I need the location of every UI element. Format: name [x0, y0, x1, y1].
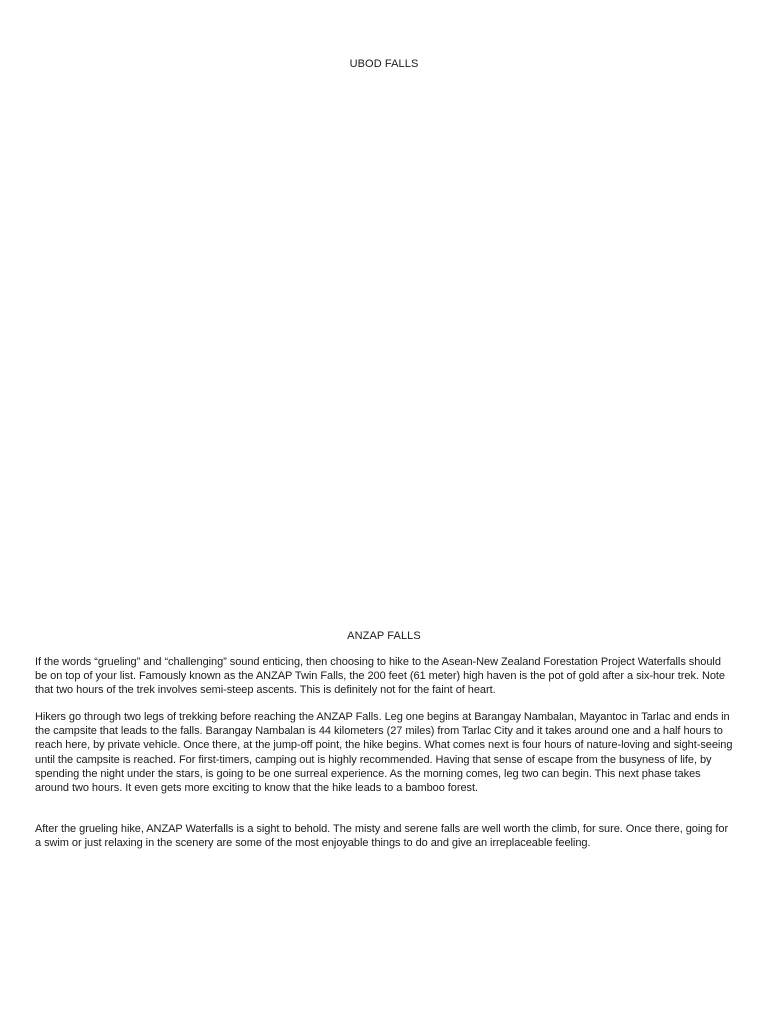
paragraph-conclusion: After the grueling hike, ANZAP Waterfalls is a sight to behold. The misty and serene falls are well worth the climb, for sure. Once there, going for a swim or just relaxing in the scenery are some of the most enjoyable things to do and give an irreplaceable feeling. — [35, 823, 729, 850]
anzap-falls-heading: ANZAP FALLS — [347, 630, 421, 642]
ubod-falls-heading: UBOD FALLS — [349, 58, 419, 70]
blank-image-area — [35, 82, 733, 617]
paragraph-intro: If the words “grueling” and “challenging” sound enticing, then choosing to hike to the Asean-New Zealand Forestation Project Waterfalls should be on top of your list. Famously known as the ANZAP Twin Falls, the 200 feet (61 meter) high haven is the pot of gold after a six-hour trek. Note that two hours of the trek involves semi-steep ascents. This is definitely not for the faint of heart. — [35, 656, 725, 697]
paragraph-trek-legs: Hikers go through two legs of trekking before reaching the ANZAP Falls. Leg one begins at Barangay Nambalan, Mayantoc in Tarlac and ends in the campsite that leads to the falls. Barangay Nambalan is 44 kilometers (27 miles) from Tarlac City and it takes around one and a half hours to reach here, by private vehicle. Once there, at the jump-off point, the hike begins. What comes next is four hours of nature-loving and sight-seeing until the campsite is reached. For first-timers, camping out is highly recommended. Having that sense of escape from the busyness of life, by spending the night under the stars, is going to be one surreal experience. As the morning comes, leg two can begin. This next phase takes around two hours. It even gets more exciting to know that the hike leads to a bamboo forest. — [35, 711, 733, 795]
